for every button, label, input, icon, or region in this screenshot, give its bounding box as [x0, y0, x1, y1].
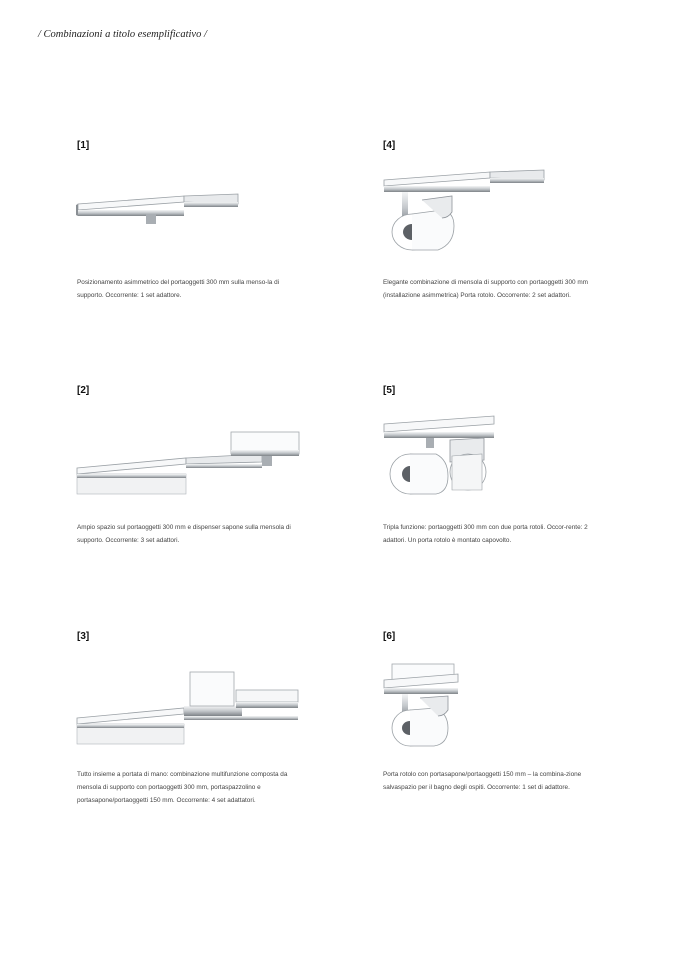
item-number: [6] — [383, 631, 396, 642]
item-description: Tripla funzione: portaoggetti 300 mm con due porta rotoli. Occor-rente: 2 adattori. Un porta rotolo è montato capovolto. — [383, 524, 588, 544]
item-number: [3] — [77, 631, 90, 642]
item-description: Tutto insieme a portata di mano: combinazione multifunzione composta da mensola di supporto con portaoggetti 300 mm, portaspazzolino e portasapone/portaoggetti 150 mm. Occorrente: 4 set adattatori. — [77, 771, 288, 804]
item-description: Porta rotolo con portasapone/portaoggetti 150 mm – la combina-zione salvaspazio per il bagno degli ospiti. Occorrente: 1 set di adattore. — [383, 771, 582, 791]
product-image-2 — [76, 428, 302, 498]
item-number: [5] — [383, 385, 396, 396]
item-description: Ampio spazio sul portaoggetti 300 mm e dispenser sapone sulla mensola di supporto. Occorrente: 3 set adattori. — [77, 524, 291, 544]
product-image-3 — [76, 668, 302, 748]
product-image-4 — [382, 166, 548, 256]
item-number: [2] — [77, 385, 90, 396]
item-number: [4] — [383, 140, 396, 151]
item-number: [1] — [77, 140, 90, 151]
product-image-1 — [76, 190, 242, 230]
product-image-5 — [382, 410, 502, 500]
product-image-6 — [382, 660, 462, 752]
item-description: Elegante combinazione di mensola di supporto con portaoggetti 300 mm (installazione asimmetrica) Porta rotolo. Occorrente: 2 set adattori. — [383, 279, 588, 299]
page-header: / Combinazioni a titolo esemplificativo / — [38, 29, 207, 40]
item-description: Posizionamento asimmetrico del portaoggetti 300 mm sulla menso-la di supporto. Occorrente: 1 set adattore. — [77, 279, 280, 299]
